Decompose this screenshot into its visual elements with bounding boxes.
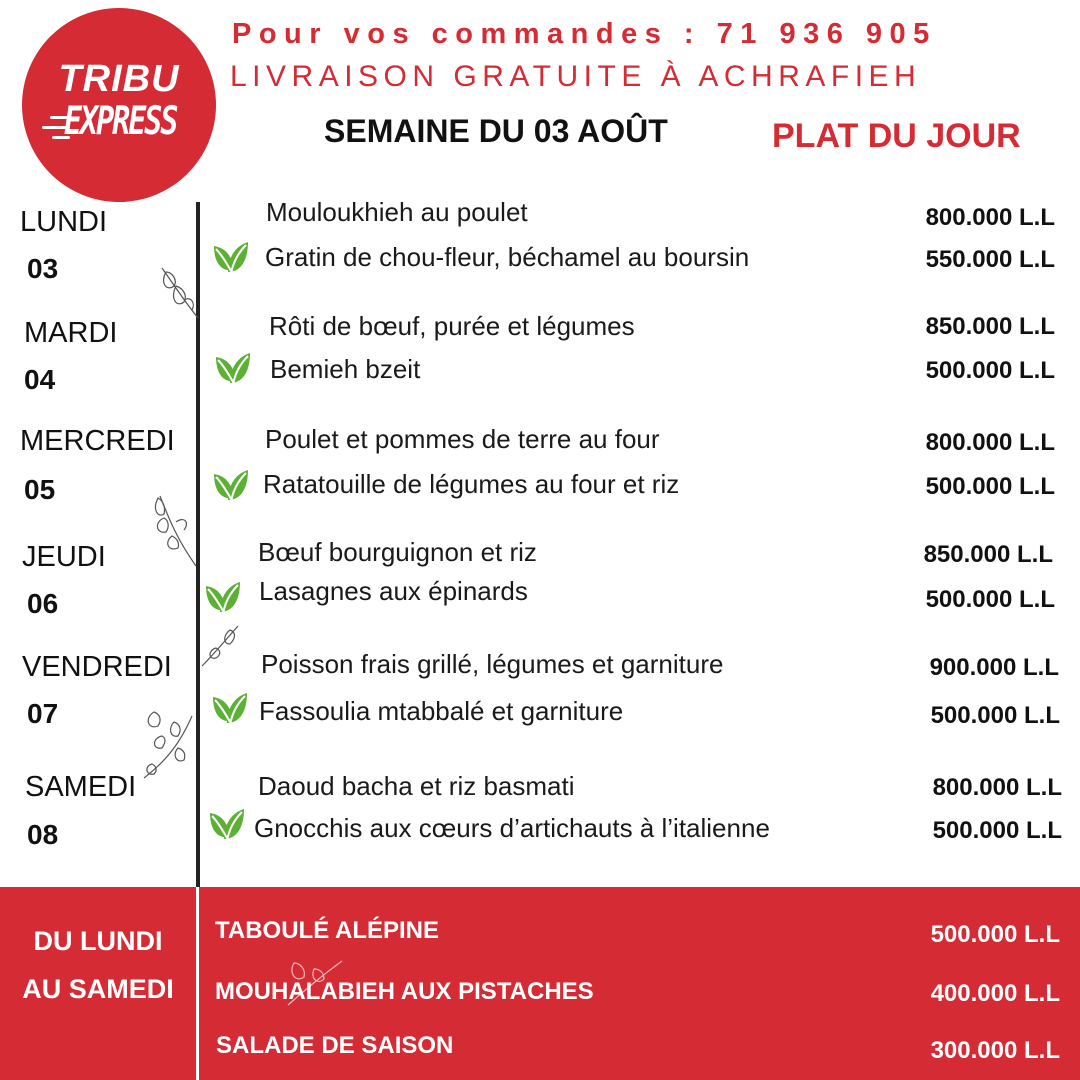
menu-item-price: 800.000 L.L [932,774,1062,801]
leaf-sprig-icon [138,708,198,784]
footer-item-name: TABOULÉ ALÉPINE [215,917,440,944]
menu-item-price: 500.000 L.L [930,702,1060,729]
leaf-sprig-icon [200,622,242,670]
footer-item-name: MOUHALABIEH AUX PISTACHES [215,978,594,1005]
day-label: SAMEDI [25,771,137,803]
menu-item-price: 900.000 L.L [929,654,1059,681]
footer-item-price: 300.000 L.L [930,1037,1060,1064]
menu-item-price: 550.000 L.L [925,246,1055,273]
menu-item-name: Fassoulia mtabbalé et garniture [259,696,624,726]
green-leaf-icon [207,805,247,845]
footer-item-price: 500.000 L.L [930,921,1060,948]
menu-item-price: 800.000 L.L [925,204,1055,231]
menu-item-price: 500.000 L.L [932,817,1062,844]
day-number: 08 [27,819,59,850]
menu-item-price: 850.000 L.L [923,541,1053,568]
menu-item-name: Poulet et pommes de terre au four [265,424,660,454]
footer-divider [196,887,199,1080]
leaf-sprig-icon [150,492,200,570]
footer-item-name: SALADE DE SAISON [216,1032,454,1059]
footer-days-line2: AU SAMEDI [22,974,174,1004]
footer-item-price: 400.000 L.L [930,980,1060,1007]
menu-item-name: Daoud bacha et riz basmati [258,771,575,801]
green-leaf-icon [211,466,251,506]
brand-name-line1: TRIBU [58,58,180,100]
day-number: 07 [27,698,59,729]
menu-item-name: Poisson frais grillé, légumes et garniture [261,649,724,679]
menu-item-name: Gratin de chou-fleur, béchamel au boursin [265,242,750,272]
menu-item-price: 800.000 L.L [925,429,1055,456]
day-number: 04 [24,364,56,395]
delivery-notice: LIVRAISON GRATUITE À ACHRAFIEH [230,60,922,93]
leaf-sprig-icon [158,262,202,322]
green-leaf-icon [213,349,253,389]
menu-item-name: Gnocchis aux cœurs d’artichauts à l’italienne [254,813,770,843]
plat-du-jour-title: PLAT DU JOUR [772,117,1021,155]
day-label: VENDREDI [22,651,172,683]
brand-name-line2: EXPRESS [64,98,177,145]
green-leaf-icon [210,689,250,729]
menu-item-name: Ratatouille de légumes au four et riz [263,469,680,499]
day-number: 05 [24,474,56,505]
day-label: JEUDI [22,541,106,573]
menu-item-price: 850.000 L.L [925,313,1055,340]
footer-days-line1: DU LUNDI [33,926,163,956]
brand-logo [22,8,216,202]
order-phone: Pour vos commandes : 71 936 905 [232,18,937,50]
day-label: LUNDI [20,206,108,238]
menu-item-price: 500.000 L.L [925,357,1055,384]
menu-item-price: 500.000 L.L [925,586,1055,613]
menu-item-name: Bœuf bourguignon et riz [258,537,537,567]
menu-item-name: Mouloukhieh au poulet [266,197,528,227]
day-label: MARDI [24,317,118,349]
day-number: 06 [27,588,59,619]
menu-item-name: Rôti de bœuf, purée et légumes [269,311,635,341]
menu-item-price: 500.000 L.L [925,473,1055,500]
green-leaf-icon [211,238,251,278]
menu-item-name: Lasagnes aux épinards [259,576,528,606]
green-leaf-icon [203,578,243,618]
day-number: 03 [27,253,59,284]
day-label: MERCREDI [20,425,175,457]
menu-item-name: Bemieh bzeit [270,354,421,384]
week-title: SEMAINE DU 03 AOÛT [324,113,668,149]
